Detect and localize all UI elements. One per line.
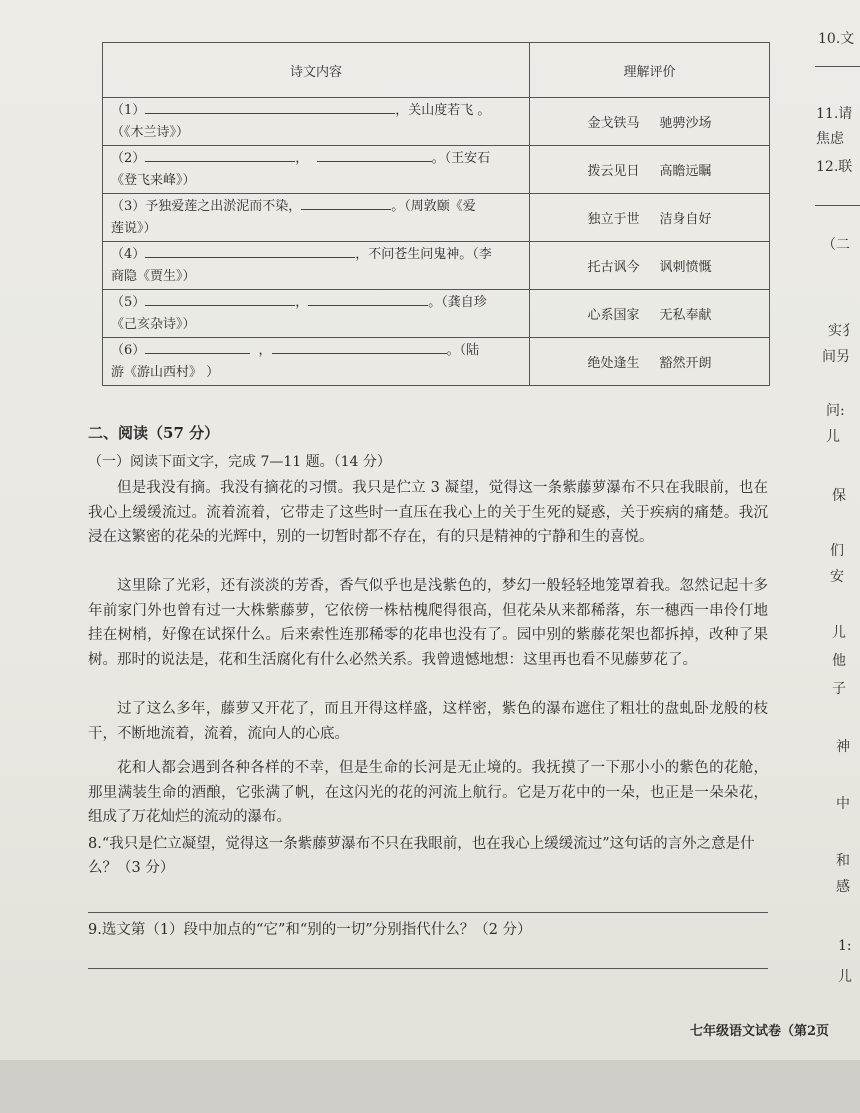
question-8: 8.“我只是伫立凝望，觉得这一条紫藤萝瀑布不只在我眼前，也在我心上缓缓流过”这句话的言外之意是什么？（3 分） (88, 836, 755, 876)
answer-blank[interactable] (308, 293, 428, 306)
edge-text: 保 (832, 488, 846, 504)
edge-text: 们 (830, 543, 844, 559)
edge-text: 儿 (826, 429, 840, 445)
edge-line (815, 205, 860, 206)
question-cell: （5） ， 。（龚自珍 《己亥杂诗》） (103, 290, 530, 338)
question-cell: （1） ，关山度若飞 。 （《木兰诗》） (103, 98, 530, 146)
edge-text: 安 (830, 569, 844, 585)
table-row (103, 242, 770, 290)
edge-text: 儿 (832, 625, 846, 641)
answer-blank[interactable] (272, 341, 447, 354)
edge-text: 1: (838, 938, 852, 954)
passage-paragraph-3: 过了这么多年，藤萝又开花了，而且开得这样盛，这样密，紫色的瀑布遮住了粗壮的盘虬卧龙般的枝干，不断地流着，流着，流向人的心底。 (88, 701, 768, 742)
edge-text: 和 (836, 853, 850, 869)
edge-text: 实犭 (828, 323, 856, 339)
edge-text: 感 (836, 879, 850, 895)
table-row (103, 194, 770, 242)
page-footer: 七年级语文试卷（第2页 (690, 1024, 830, 1039)
section-title: 二、阅读（57 分） (88, 424, 220, 442)
question-cell: （3）予独爱莲之出淤泥而不染， 。（周敦颐《爱 莲说》） (103, 194, 530, 242)
table-row (103, 338, 770, 386)
desk-background (0, 1060, 860, 1113)
edge-text: 他 (832, 653, 846, 669)
eval-cell: 拨云见日 高瞻远瞩 (530, 146, 770, 194)
answer-blank[interactable] (145, 101, 395, 114)
question-cell: （2） ， 。（王安石 《登飞来峰》） (103, 146, 530, 194)
answer-blank[interactable] (145, 245, 355, 258)
header-eval: 理解评价 (530, 43, 770, 98)
edge-text: 10.文 (818, 31, 855, 47)
edge-text: 12.联 (816, 159, 853, 175)
edge-text: 儿 (838, 969, 852, 985)
eval-cell: 绝处逢生 豁然开朗 (530, 338, 770, 386)
edge-text: 神 (836, 739, 850, 755)
answer-blank[interactable] (145, 341, 250, 354)
edge-text: 中 (836, 796, 850, 812)
table-row (103, 146, 770, 194)
passage-paragraph-2: 这里除了光彩，还有淡淡的芳香，香气似乎也是浅紫色的，梦幻一般轻轻地笼罩着我。忽然记起十多年前家门外也曾有过一大株紫藤萝，它依傍一株枯槐爬得很高，但花朵从来都稀落，东一穗西一串伶仃地挂在树梢，好像在试探什么。后来索性连那稀零的花串也没有了。园中别的紫藤花架也都拆掉，改种了果树。那时的说法是，花和生活腐化有什么必然关系。我曾遗憾地想：这里再也看不见藤萝花了。 (88, 578, 768, 668)
passage-paragraph-4: 花和人都会遇到各种各样的不幸，但是生命的长河是无止境的。我抚摸了一下那小小的紫色的花舱，那里满装生命的酒酿，它张满了帆，在这闪光的花的河流上航行。它是万花中的一朵，也正是一朵朵花，组成了万花灿烂的流动的瀑布。 (88, 760, 768, 825)
edge-text: 子 (832, 681, 846, 697)
section-subtitle: （一）阅读下面文字，完成 7—11 题。（14 分） (88, 454, 391, 470)
edge-line (815, 66, 860, 67)
table-header-row (103, 43, 770, 98)
edge-text: （二 (822, 237, 850, 253)
eval-cell: 心系国家 无私奉献 (530, 290, 770, 338)
edge-text: 11.请 (816, 106, 853, 122)
edge-text: 间另 (822, 349, 850, 365)
question-9: 9.选文第（1）段中加点的“它”和“别的一切”分别指代什么？（2 分） (88, 922, 532, 938)
edge-text: 问: (826, 403, 845, 419)
eval-cell: 托古讽今 讽刺愤慨 (530, 242, 770, 290)
edge-text: 焦虑 (816, 131, 844, 147)
question-cell: （6） ， 。（陆 游《游山西村》 ） (103, 338, 530, 386)
passage-paragraph-1: 但是我没有摘。我没有摘花的习惯。我只是伫立 3 凝望，觉得这一条紫藤萝瀑布不只在我眼前，也在我心上缓缓流过。流着流着，它带走了这些时一直压在我心上的关于生死的疑惑，关于疾病的痛楚。我沉浸在这繁密的花朵的光辉中，别的一切暂时都不存在，有的只是精神的宁静和生的喜悦。 (88, 480, 768, 545)
answer-blank[interactable] (145, 149, 295, 162)
answer-blank[interactable] (145, 293, 295, 306)
eval-cell: 金戈铁马 驰骋沙场 (530, 98, 770, 146)
answer-line-8[interactable] (88, 912, 768, 913)
table-row (103, 98, 770, 146)
eval-cell: 独立于世 洁身自好 (530, 194, 770, 242)
answer-line-9[interactable] (88, 968, 768, 969)
answer-blank[interactable] (317, 149, 432, 162)
poem-fill-table (102, 42, 770, 386)
table-row (103, 290, 770, 338)
header-content: 诗文内容 (103, 43, 530, 98)
question-cell: （4） ，不问苍生问鬼神。（李 商隐《贾生》） (103, 242, 530, 290)
answer-blank[interactable] (301, 197, 391, 210)
